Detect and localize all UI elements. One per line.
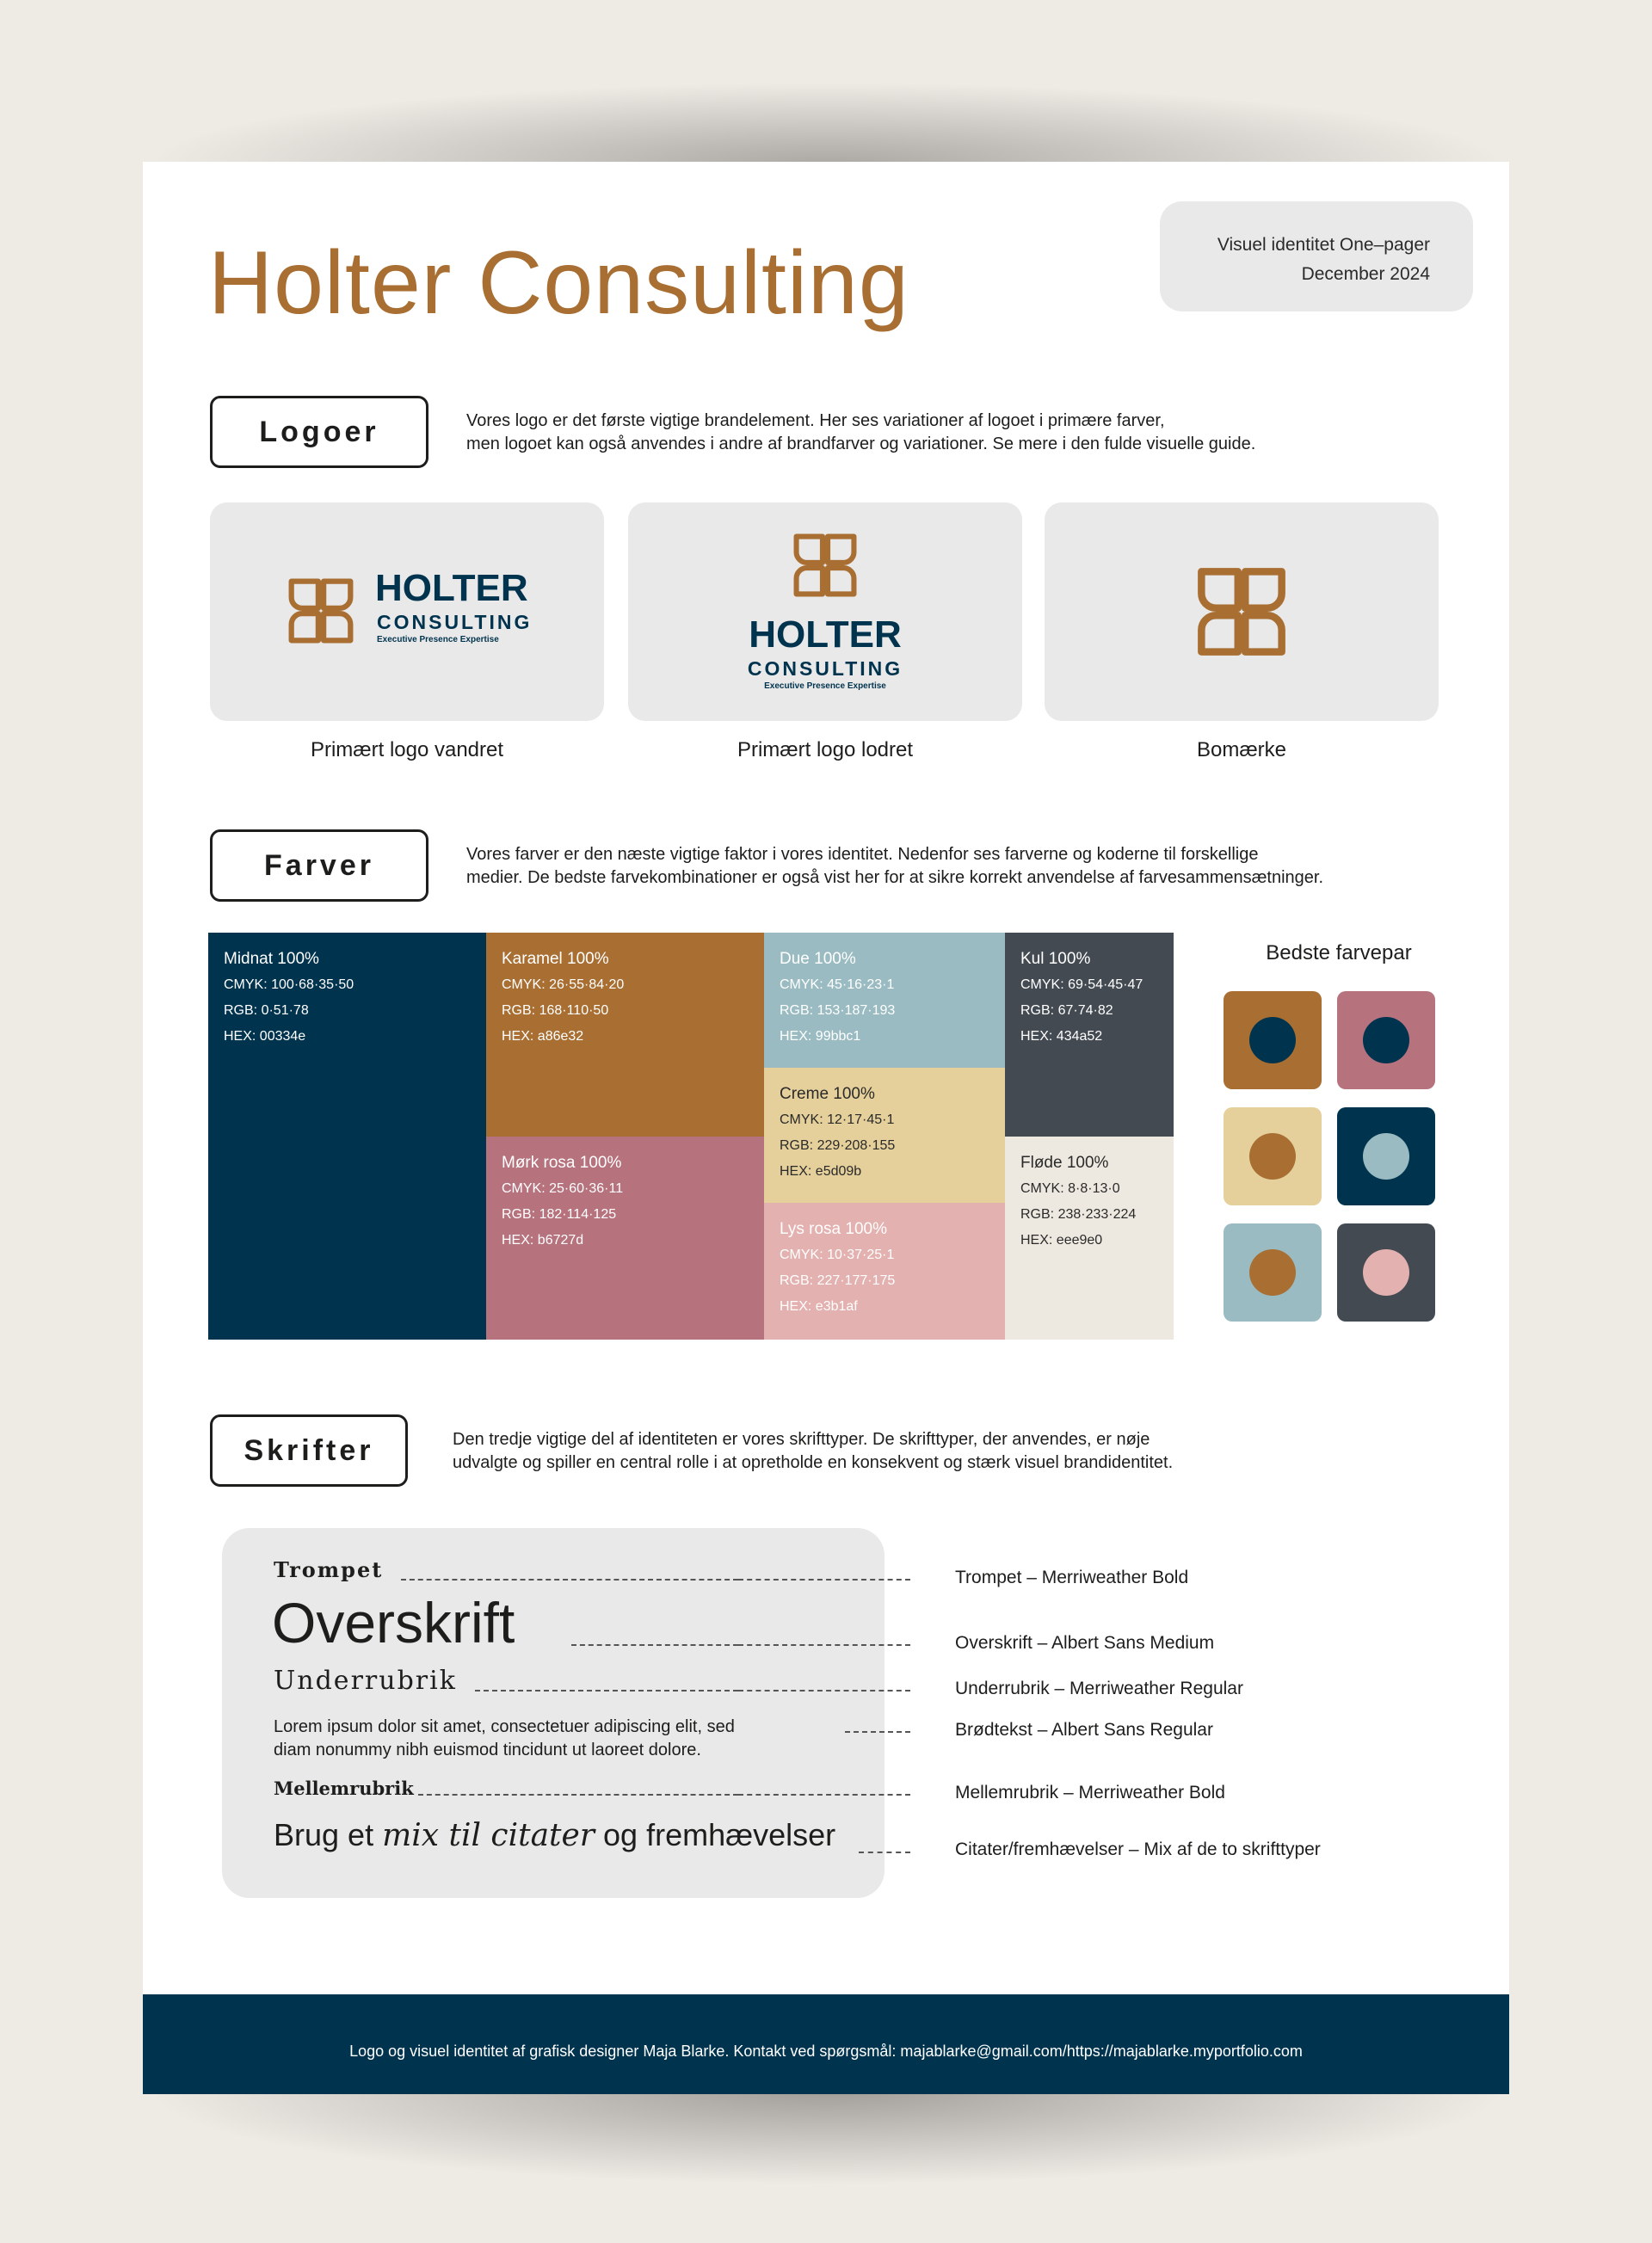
one-pager-page	[143, 162, 1509, 2094]
swatch-cmyk: CMYK: 69·54·45·47	[1020, 977, 1143, 992]
leader-line	[845, 1731, 910, 1733]
color-swatch-due	[764, 933, 1005, 1068]
colors-description-line: medier. De bedste farvekombinationer er også vist her for at sikre korrekt anvendelse af farvesammensætninger.	[466, 868, 1324, 887]
wordmark-tagline: Executive Presence Expertise	[377, 635, 499, 644]
clover-monogram-icon	[287, 576, 354, 645]
wordmark-name: HOLTER	[375, 567, 528, 609]
leader-line	[738, 1644, 910, 1646]
fonts-description	[453, 1428, 1173, 1475]
color-pair-dot	[1363, 1133, 1409, 1180]
color-pair	[1224, 991, 1322, 1089]
logo-card-horizontal	[210, 502, 604, 721]
swatch-hex: HEX: e5d09b	[780, 1164, 862, 1179]
color-swatch-floede	[1005, 1137, 1174, 1340]
sample-trompet: Trompet	[274, 1557, 384, 1582]
clover-monogram-icon	[792, 532, 858, 599]
font-label-overskrift: Overskrift – Albert Sans Medium	[955, 1633, 1215, 1653]
badge-date: December 2024	[1301, 264, 1430, 284]
swatch-rgb: RGB: 67·74·82	[1020, 1003, 1113, 1018]
leader-line	[475, 1690, 738, 1691]
colors-description-line: Vores farver er den næste vigtige faktor i vores identitet. Nedenfor ses farverne og koderne til forskellige	[466, 845, 1259, 864]
swatch-name: Lys rosa 100%	[780, 1220, 887, 1238]
swatch-hex: HEX: b6727d	[502, 1233, 584, 1248]
swatch-rgb: RGB: 0·51·78	[224, 1003, 309, 1018]
swatch-name: Creme 100%	[780, 1085, 875, 1103]
swatch-name: Mørk rosa 100%	[502, 1154, 622, 1172]
logo-card-mark	[1045, 502, 1439, 721]
swatch-rgb: RGB: 238·233·224	[1020, 1207, 1137, 1222]
wordmark-tagline: Executive Presence Expertise	[764, 681, 886, 691]
swatch-rgb: RGB: 227·177·175	[780, 1273, 896, 1288]
leader-line	[401, 1579, 738, 1581]
section-label-logos: Logoer	[210, 396, 428, 468]
leader-line	[738, 1579, 910, 1581]
badge-document-type: Visuel identitet One–pager	[1217, 235, 1430, 255]
logos-description-line: Vores logo er det første vigtige brandelement. Her ses variationer af logoet i primære farver,	[466, 411, 1165, 430]
fonts-description-line: Den tredje vigtige del af identiteten er vores skrifttyper. De skrifttyper, der anvendes, er nøje	[453, 1430, 1150, 1449]
sample-mix-serif: mix til citater	[382, 1818, 595, 1853]
swatch-name: Midnat 100%	[224, 950, 319, 968]
sample-mix	[274, 1817, 835, 1853]
color-swatch-midnat	[208, 933, 486, 1340]
leader-line	[738, 1690, 910, 1691]
logo-caption-vertical: Primært logo lodret	[737, 738, 914, 761]
swatch-hex: HEX: 00334e	[224, 1029, 306, 1044]
fonts-description-line: udvalgte og spiller en central rolle i at opretholde en konsekvent og stærk visuel brandidentitet.	[453, 1453, 1174, 1472]
sample-overskrift: Overskrift	[272, 1591, 515, 1655]
color-pair-dot	[1249, 1017, 1296, 1063]
leader-line	[571, 1644, 738, 1646]
font-label-underrubrik: Underrubrik – Merriweather Regular	[955, 1679, 1243, 1698]
clover-monogram-icon	[1196, 564, 1287, 659]
sample-mix-sans: Brug et	[274, 1817, 374, 1852]
color-pair-dot	[1249, 1133, 1296, 1180]
color-pair	[1337, 991, 1435, 1089]
logo-caption-mark: Bomærke	[1196, 738, 1287, 761]
swatch-hex: HEX: a86e32	[502, 1029, 584, 1044]
footer-credit: Logo og visuel identitet af grafisk designer Maja Blarke. Kontakt ved spørgsmål: majablarke@gmail.com/https://majablarke.myportfolio.com	[349, 2043, 1303, 2060]
font-label-trompet: Trompet – Merriweather Bold	[955, 1568, 1189, 1587]
color-swatch-karamel	[486, 933, 764, 1137]
color-swatch-moerk-rosa	[486, 1137, 764, 1340]
swatch-rgb: RGB: 229·208·155	[780, 1138, 896, 1153]
swatch-name: Due 100%	[780, 950, 856, 968]
sample-underrubrik: Underrubrik	[274, 1666, 457, 1696]
swatch-hex: HEX: eee9e0	[1020, 1233, 1103, 1248]
sample-body-line: diam nonummy nibh euismod tincidunt ut laoreet dolore.	[274, 1741, 701, 1759]
swatch-rgb: RGB: 153·187·193	[780, 1003, 896, 1018]
swatch-cmyk: CMYK: 10·37·25·1	[780, 1248, 895, 1262]
wordmark-sub: CONSULTING	[747, 657, 903, 680]
color-swatch-lys-rosa	[764, 1203, 1005, 1340]
swatch-hex: HEX: e3b1af	[780, 1299, 858, 1314]
swatch-rgb: RGB: 168·110·50	[502, 1003, 609, 1018]
leader-line	[738, 1794, 910, 1796]
font-label-broedtekst: Brødtekst – Albert Sans Regular	[955, 1720, 1213, 1740]
color-pair	[1337, 1107, 1435, 1205]
leader-line	[859, 1852, 910, 1853]
wordmark-sub: CONSULTING	[377, 611, 533, 633]
color-pairs-title: Bedste farvepar	[1266, 941, 1412, 964]
colors-description	[466, 843, 1323, 890]
page-shadow-bottom	[143, 2091, 1509, 2185]
color-pair	[1224, 1223, 1322, 1322]
color-pair	[1224, 1107, 1322, 1205]
leader-line	[418, 1794, 738, 1796]
color-pair-dot	[1363, 1017, 1409, 1063]
logos-description-line: men logoet kan også anvendes i andre af brandfarver og variationer. Se mere i den fulde visuelle guide.	[466, 434, 1256, 453]
swatch-cmyk: CMYK: 45·16·23·1	[780, 977, 895, 992]
sample-mix-sans: og fremhævelser	[603, 1817, 836, 1852]
swatch-cmyk: CMYK: 12·17·45·1	[780, 1112, 895, 1127]
color-swatch-creme	[764, 1068, 1005, 1203]
swatch-cmyk: CMYK: 25·60·36·11	[502, 1181, 624, 1196]
swatch-cmyk: CMYK: 100·68·35·50	[224, 977, 354, 992]
sample-body-line: Lorem ipsum dolor sit amet, consectetuer adipiscing elit, sed	[274, 1717, 735, 1736]
swatch-name: Karamel 100%	[502, 950, 609, 968]
document-badge	[1160, 201, 1473, 311]
page-shadow-top	[143, 82, 1509, 163]
swatch-name: Fløde 100%	[1020, 1154, 1109, 1172]
swatch-cmyk: CMYK: 8·8·13·0	[1020, 1181, 1120, 1196]
sample-mellemrubrik: Mellemrubrik	[274, 1778, 414, 1799]
color-swatch-kul	[1005, 933, 1174, 1137]
swatch-cmyk: CMYK: 26·55·84·20	[502, 977, 625, 992]
section-label-colors: Farver	[210, 829, 428, 902]
sample-body-text	[274, 1716, 735, 1762]
swatch-name: Kul 100%	[1020, 950, 1091, 968]
wordmark-name: HOLTER	[749, 613, 902, 656]
color-pair-dot	[1363, 1249, 1409, 1296]
logo-caption-horizontal: Primært logo vandret	[310, 738, 504, 761]
section-label-fonts: Skrifter	[210, 1414, 408, 1487]
logos-description	[466, 410, 1255, 456]
color-pair-dot	[1249, 1249, 1296, 1296]
page-title: Holter Consulting	[208, 233, 909, 333]
swatch-rgb: RGB: 182·114·125	[502, 1207, 617, 1222]
font-label-mellemrubrik: Mellemrubrik – Merriweather Bold	[955, 1783, 1225, 1802]
color-pair	[1337, 1223, 1435, 1322]
swatch-hex: HEX: 99bbc1	[780, 1029, 861, 1044]
font-label-citater: Citater/fremhævelser – Mix af de to skrifttyper	[955, 1839, 1321, 1859]
logo-card-vertical	[628, 502, 1022, 721]
swatch-hex: HEX: 434a52	[1020, 1029, 1103, 1044]
